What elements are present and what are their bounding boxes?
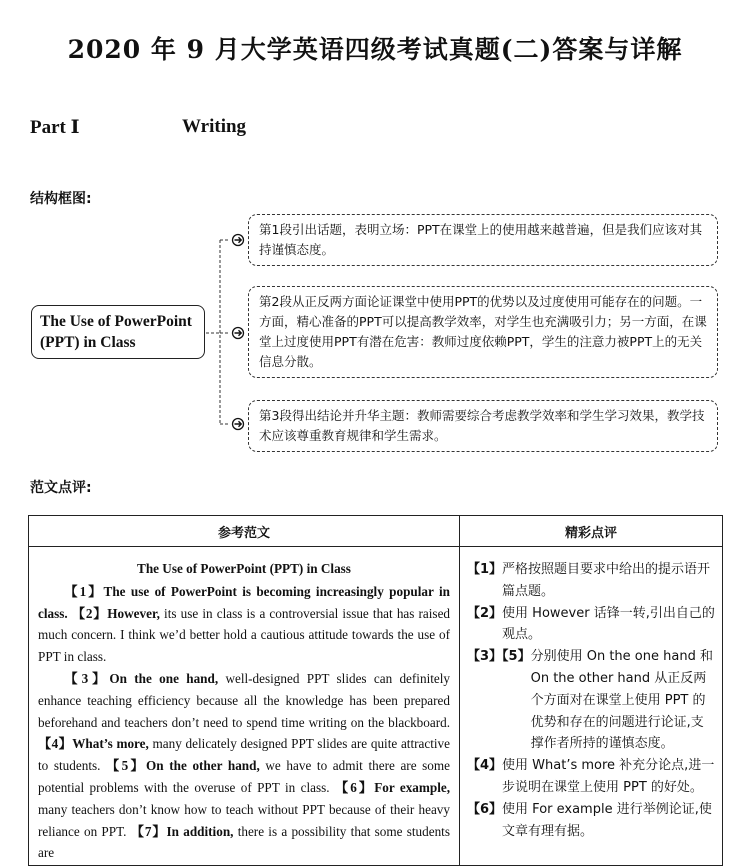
structure-label: 结构框图:	[30, 191, 92, 207]
comment-item: 【2】 使用 However 话锋一转,引出自己的观点。	[467, 605, 715, 643]
header-comments: 精彩点评	[460, 516, 723, 547]
part-label: Part Ⅰ	[30, 117, 80, 138]
arrow-bullet-icon	[233, 328, 244, 339]
essay-paragraph-2: 【3】On the one hand, well-designed PPT slides can definitely enhance teaching efficiency because all the knowledge has been prepared beforehand and teachers don’t need to spend time writing on the blackboard. 【4】What’s more, many delicately designed PPT slides are quite attractive to students. 【5】On the other hand, we have to admit there are some potential problems with the overuse of PPT in class. 【6】For example, many teachers don’t know how to teach without PPT because of their heavy reliance on PPT. 【7】In addition, there is a possibility that some students are	[38, 670, 451, 861]
branch-paragraph-2: 第2段从正反两方面论证课堂中使用PPT的优势以及过度使用可能存在的问题。一方面，精心准备的PPT可以提高教学效率，对学生也充满吸引力；另一方面，在课堂上过度使用PPT有潜在危害：教师过度依赖PPT，学生的注意力被PPT上的无关信息分散。	[248, 286, 718, 378]
essay-title: The Use of PowerPoint (PPT) in Class	[137, 561, 351, 576]
topic-box: The Use of PowerPoint (PPT) in Class	[31, 305, 205, 359]
part-name: Writing	[182, 116, 247, 137]
branch-paragraph-3: 第3段得出结论并升华主题：教师需要综合考虑教学效率和学生学习效果，教学技术应该尊重教育规律和学生需求。	[248, 400, 718, 452]
arrow-bullet-icon	[233, 235, 244, 246]
comment-item: 【4】 使用 What’s more 补充分论点,进一步说明在课堂上使用 PPT 的好处。	[467, 758, 715, 795]
review-label: 范文点评:	[30, 480, 92, 496]
arrow-bullet-icon	[233, 419, 244, 430]
essay-paragraph-1: 【1】The use of PowerPoint is becoming increasingly popular in class. 【2】However, its use in class is a controversial issue that has raised much concern. I think we’d better hold a cautious attitude towards the use of PPT in class.	[38, 583, 451, 665]
review-table	[28, 515, 723, 866]
comments-cell	[460, 547, 723, 866]
header-reference-essay: 参考范文	[29, 516, 460, 547]
comment-item: 【1】 严格按照题目要求中给出的提示语开篇点题。	[467, 562, 711, 599]
page-title: 2020 年 9 月大学英语四级考试真题(二)答案与详解	[67, 35, 683, 64]
comment-item: 【6】 使用 For example 进行举例论证,使文章有理有据。	[467, 801, 712, 839]
essay-cell	[29, 547, 460, 866]
branch-paragraph-1: 第1段引出话题，表明立场：PPT在课堂上的使用越来越普遍，但是我们应该对其持谨慎态度。	[248, 214, 718, 266]
comment-item: 【3】【5】 分别使用 On the one hand 和 On the other hand 从正反两个方面对在课堂上使用 PPT 的优势和存在的问题进行论证,支撑作者所持的谨慎态度。	[467, 649, 713, 752]
